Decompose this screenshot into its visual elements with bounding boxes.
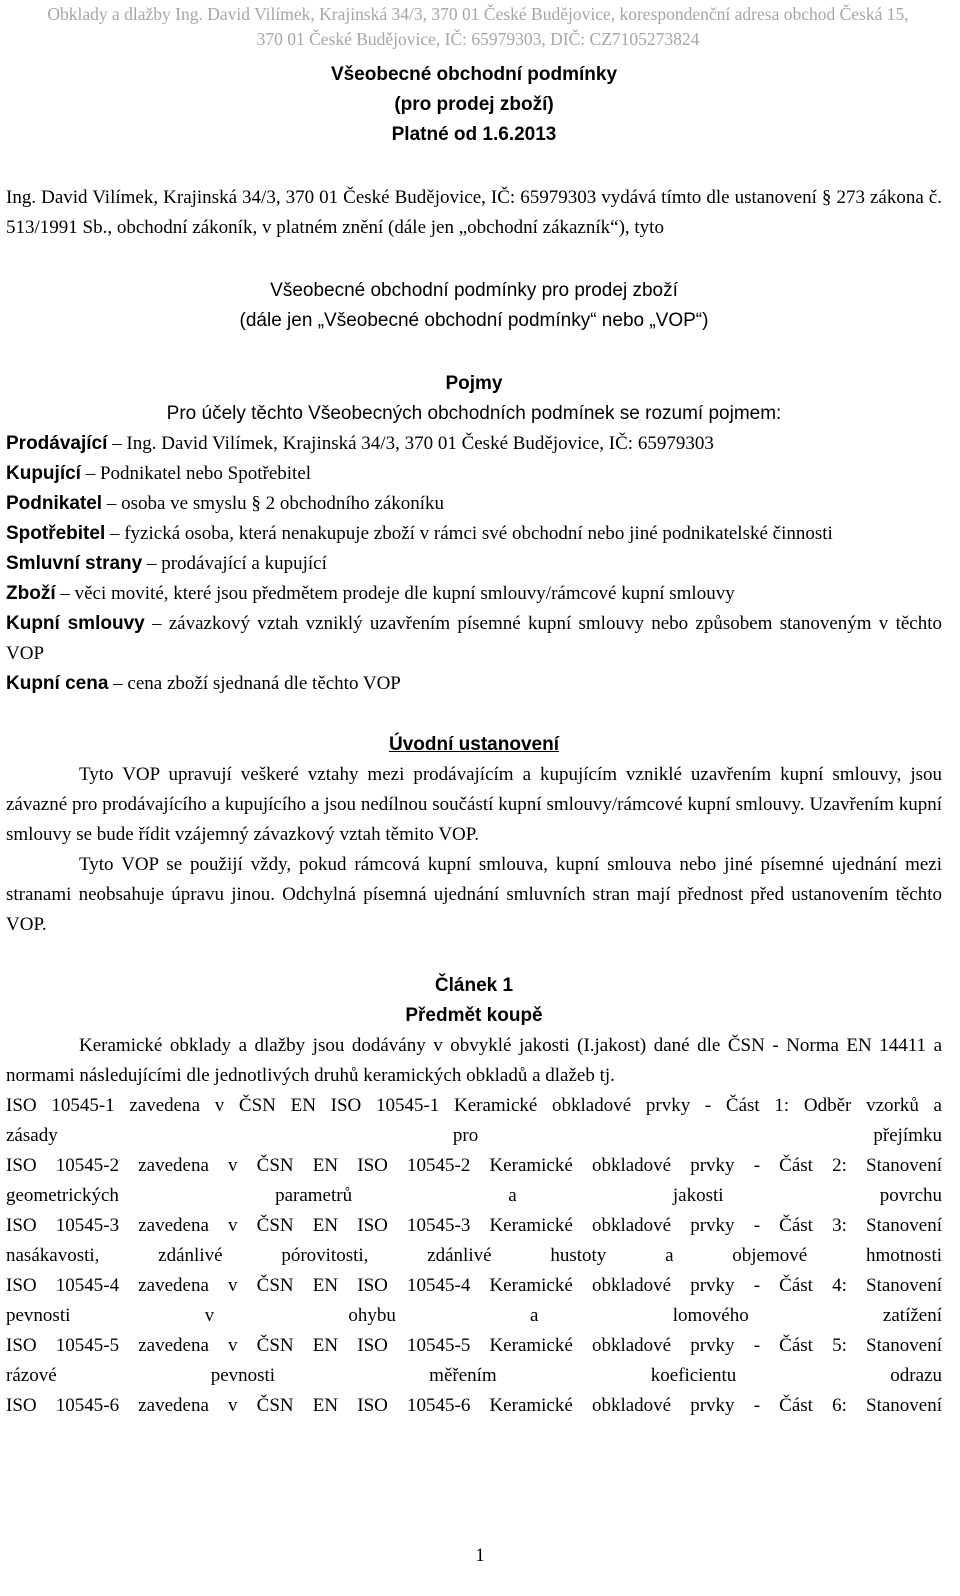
- vop-title-line-1: Všeobecné obchodní podmínky pro prodej zboží: [270, 280, 678, 301]
- article-1-heading: Článek 1: [434, 975, 514, 996]
- article-1-subheading: Předmět koupě: [405, 1005, 543, 1026]
- norm-item: [6, 1151, 942, 1211]
- definition-term: Podnikatel: [6, 493, 103, 514]
- norm-line-1: ISO 10545-1 zavedena v ČSN EN ISO 10545-1 Keramické obkladové prvky - Část 1: Odběr vzorků a: [6, 1095, 942, 1116]
- norm-item: [6, 1271, 942, 1331]
- uvodni-paragraph-1: Tyto VOP upravují veškeré vztahy mezi prodávajícím a kupujícím vzniklé uzavřením kupní smlouvy, jsou závazné pro prodávajícího a kupujícího a jsou nedílnou součástí kupní smlouvy/rámcové kupní smlouvy. Uzavřením kupní smlouvy se bude řídit vzájemný závazkový vztah těmito VOP.: [6, 764, 942, 845]
- article-1-paragraph: Keramické obklady a dlažby jsou dodávány v obvyklé jakosti (I.jakost) dané dle ČSN - Norma EN 14411 a normami následujícími dle jednotlivých druhů keramických obkladů a dlažeb tj.: [6, 1035, 942, 1086]
- definitions-list: [6, 429, 942, 699]
- norm-item: [6, 1091, 942, 1151]
- definition-text: – Podnikatel nebo Spotřebitel: [85, 463, 312, 484]
- definition-text: – věci movité, které jsou předmětem prodeje dle kupní smlouvy/rámcové kupní smlouvy: [60, 583, 735, 604]
- document-title: [6, 60, 942, 150]
- definition-term: Spotřebitel: [6, 523, 106, 544]
- page-number: 1: [475, 1545, 485, 1566]
- title-line-3: Platné od 1.6.2013: [391, 124, 557, 145]
- definition-term: Kupující: [6, 463, 81, 484]
- definition-term: Smluvní strany: [6, 553, 143, 574]
- norm-line-2: nasákavosti, zdánlivé pórovitosti, zdánlivé hustoty a objemové hmotnosti: [6, 1245, 942, 1266]
- title-line-2: (pro prodej zboží): [394, 94, 554, 115]
- header-line-1: Obklady a dlažby Ing. David Vilímek, Krajinská 34/3, 370 01 České Budějovice, korespondenční adresa obchod Česká 15,: [47, 4, 909, 24]
- definition-item: [6, 519, 942, 549]
- header-line-2: 370 01 České Budějovice, IČ: 65979303, DIČ: CZ7105273824: [256, 29, 700, 49]
- definition-text: – fyzická osoba, která nenakupuje zboží v rámci své obchodní nebo jiné podnikatelské činnosti: [109, 523, 833, 544]
- definition-item: [6, 609, 942, 669]
- vop-title: [6, 276, 942, 336]
- norm-line-1: ISO 10545-5 zavedena v ČSN EN ISO 10545-5 Keramické obkladové prvky - Část 5: Stanovení: [6, 1335, 942, 1356]
- definition-text: – závazkový vztah vzniklý uzavřením písemné kupní smlouvy nebo způsobem stanoveným v těchto VOP: [6, 613, 942, 664]
- definition-item: [6, 579, 942, 609]
- pojmy-intro: Pro účely těchto Všeobecných obchodních podmínek se rozumí pojmem:: [166, 403, 782, 424]
- definition-item: [6, 549, 942, 579]
- norm-item: [6, 1331, 942, 1391]
- definition-item: [6, 459, 942, 489]
- definition-term: Prodávající: [6, 433, 108, 454]
- definition-term: Zboží: [6, 583, 56, 604]
- norm-line-2: geometrických parametrů a jakosti povrchu: [6, 1185, 942, 1206]
- definition-item: [6, 429, 942, 459]
- definition-text: – cena zboží sjednaná dle těchto VOP: [113, 673, 401, 694]
- norm-item: [6, 1391, 942, 1421]
- definition-term: Kupní cena: [6, 673, 109, 694]
- norm-line-1: ISO 10545-2 zavedena v ČSN EN ISO 10545-2 Keramické obkladové prvky - Část 2: Stanovení: [6, 1155, 942, 1176]
- norms-list: [6, 1091, 942, 1421]
- definition-text: – Ing. David Vilímek, Krajinská 34/3, 370 01 České Budějovice, IČ: 65979303: [112, 433, 714, 454]
- norm-item: [6, 1211, 942, 1271]
- uvodni-paragraph-2: Tyto VOP se použijí vždy, pokud rámcová kupní smlouva, kupní smlouva nebo jiné písemné ujednání mezi stranami neobsahuje úpravu jinou. Odchylná písemná ujednání smluvních stran mají přednost před ustanovením těchto VOP.: [6, 854, 942, 935]
- norm-line-1: ISO 10545-3 zavedena v ČSN EN ISO 10545-3 Keramické obkladové prvky - Část 3: Stanovení: [6, 1215, 942, 1236]
- norm-line-2: pevnosti v ohybu a lomového zatížení: [6, 1305, 942, 1326]
- uvodni-heading: Úvodní ustanovení: [389, 734, 559, 755]
- intro-paragraph: Ing. David Vilímek, Krajinská 34/3, 370 01 České Budějovice, IČ: 65979303 vydává tímto dle ustanovení § 273 zákona č. 513/1991 Sb., obchodní zákoník, v platném znění (dále jen „obchodní zákazník“), tyto: [6, 187, 942, 238]
- document-header: [6, 2, 950, 52]
- pojmy-heading: Pojmy: [445, 373, 503, 394]
- vop-title-line-2: (dále jen „Všeobecné obchodní podmínky“ nebo „VOP“): [239, 310, 709, 331]
- norm-line-1: ISO 10545-6 zavedena v ČSN EN ISO 10545-6 Keramické obkladové prvky - Část 6: Stanovení: [6, 1395, 942, 1416]
- title-line-1: Všeobecné obchodní podmínky: [330, 64, 618, 85]
- definition-item: [6, 669, 942, 699]
- norm-line-1: ISO 10545-4 zavedena v ČSN EN ISO 10545-4 Keramické obkladové prvky - Část 4: Stanovení: [6, 1275, 942, 1296]
- definition-term: Kupní smlouvy: [6, 613, 145, 634]
- definition-text: – prodávající a kupující: [146, 553, 327, 574]
- definition-item: [6, 489, 942, 519]
- document-body: [6, 60, 942, 1421]
- definition-text: – osoba ve smyslu § 2 obchodního zákoníku: [106, 493, 445, 514]
- norm-line-2: rázové pevnosti měřením koeficientu odrazu: [6, 1365, 942, 1386]
- norm-line-2: zásady pro přejímku: [6, 1125, 942, 1146]
